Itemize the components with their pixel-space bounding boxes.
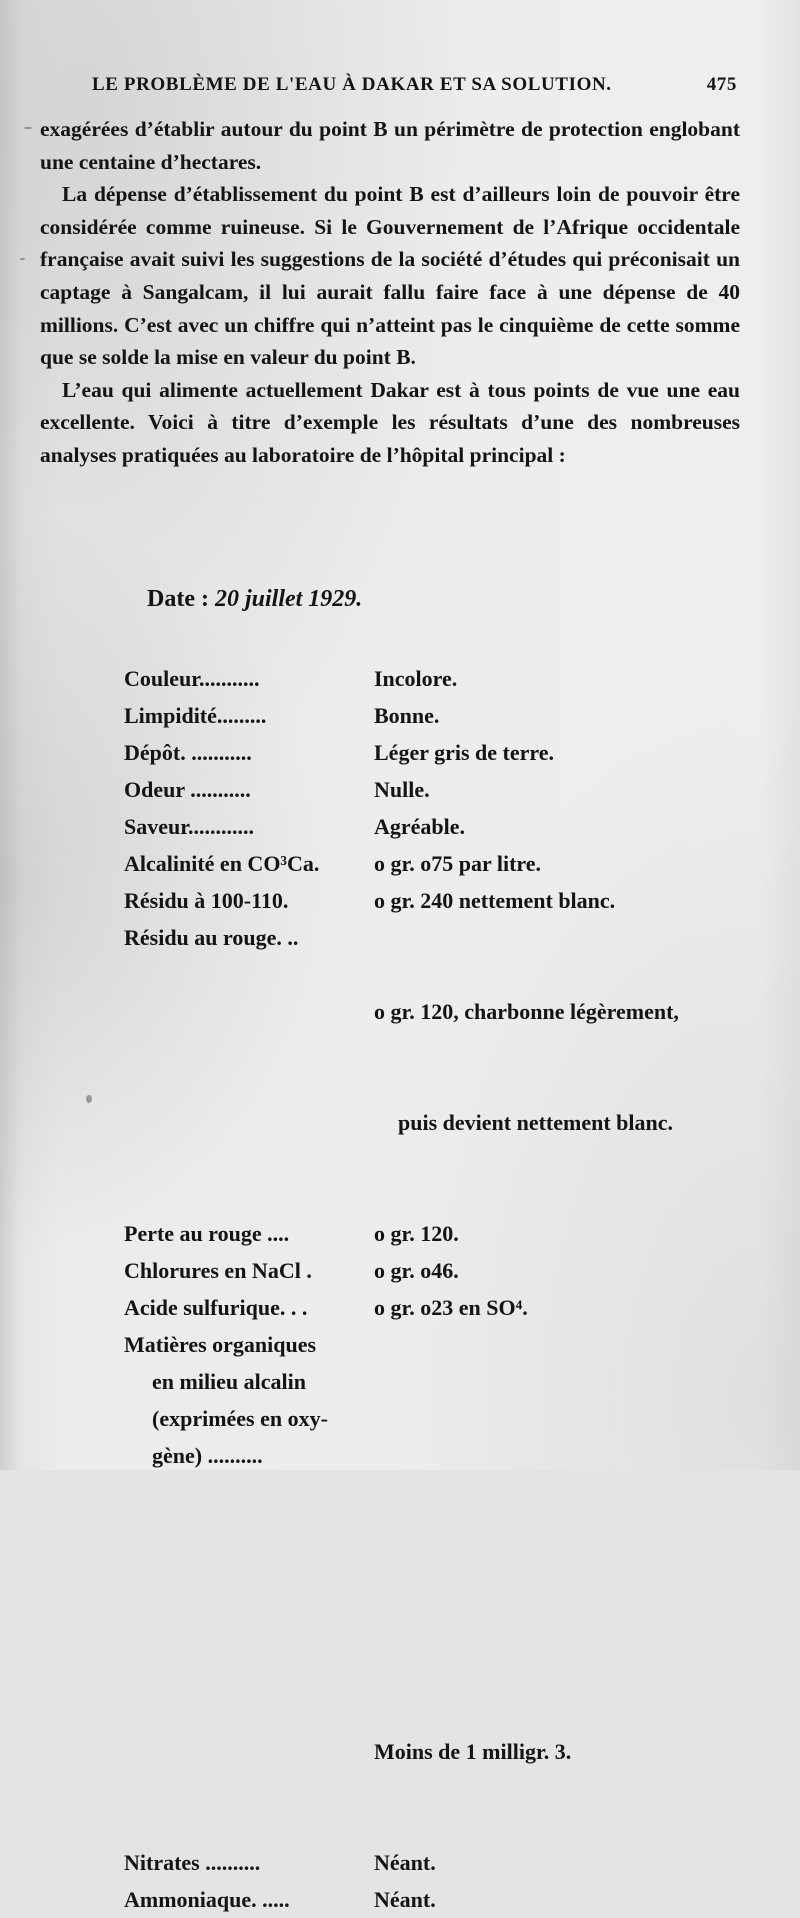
analysis-label: Chlorures en NaCl . xyxy=(124,1258,312,1283)
analysis-value xyxy=(374,1326,764,1844)
analysis-label: Résidu à 100-110. xyxy=(124,888,289,913)
analysis-label-line: gène) .......... xyxy=(152,1443,263,1468)
analysis-label xyxy=(124,1326,374,1474)
analysis-row-residu-rouge xyxy=(124,919,764,1215)
analysis-row-depot xyxy=(124,734,764,771)
ink-speck xyxy=(20,258,25,260)
analysis-value: Léger gris de terre. xyxy=(374,740,554,765)
analysis-value: Bonne. xyxy=(374,703,440,728)
paragraph-continuation: exagérées d’établir autour du point B un périmètre de protection englobant une centaine d’hectares. xyxy=(40,117,740,174)
analysis-row-perte-rouge xyxy=(124,1215,764,1252)
analysis-value-spacer xyxy=(374,1622,764,1659)
analysis-value-line: Moins de 1 milligr. 3. xyxy=(374,1739,572,1764)
analysis-row-residu-100 xyxy=(124,882,764,919)
analysis-value: o gr. 240 nettement blanc. xyxy=(374,888,616,913)
analysis-row-nitrates xyxy=(124,1844,764,1881)
analysis-value-line: o gr. 120, charbonne légèrement, xyxy=(374,999,679,1024)
analysis-label: Nitrates .......... xyxy=(124,1850,261,1875)
analysis-row-ammoniaque xyxy=(124,1881,764,1918)
analysis-value: o gr. o75 par litre. xyxy=(374,851,542,876)
analysis-value xyxy=(374,919,764,1215)
ink-speck xyxy=(24,127,32,129)
analysis-row-alcalinite xyxy=(124,845,764,882)
analysis-row-limpidite xyxy=(124,697,764,734)
analysis-value: o gr. 120. xyxy=(374,1221,459,1246)
analysis-row-saveur xyxy=(124,808,764,845)
analysis-date xyxy=(147,586,362,613)
analysis-value-continuation: puis devient nettement blanc. xyxy=(398,1110,673,1135)
date-label: Date : xyxy=(147,586,215,612)
body-text xyxy=(40,113,740,472)
analysis-table xyxy=(124,660,764,1918)
analysis-label: Dépôt. ........... xyxy=(124,740,252,765)
analysis-label-line: Matières organiques xyxy=(124,1332,317,1357)
analysis-value: Nulle. xyxy=(374,777,430,802)
running-title: LE PROBLÈME DE L'EAU À DAKAR ET SA SOLUTION. xyxy=(92,74,612,95)
date-value: 20 juillet 1929. xyxy=(214,586,363,612)
ink-speck xyxy=(86,1095,92,1103)
analysis-label: Couleur........... xyxy=(124,666,260,691)
analysis-value: o gr. o46. xyxy=(374,1258,459,1283)
paragraph-water-quality: L’eau qui alimente actuellement Dakar est à tous points de vue une eau excellente. Voici à titre d’exemple les résultats d’une des nombreuses analyses pratiquées au laboratoire de l’hôpital principal : xyxy=(40,377,740,467)
analysis-value-spacer xyxy=(374,1511,764,1548)
page-number: 475 xyxy=(706,74,737,95)
paragraph-expense: La dépense d’établissement du point B est d’ailleurs loin de pouvoir être considérée comme ruineuse. Si le Gouvernement de l’Afrique occidentale française avait suivi les suggestions de la société d’études qui préconisait un captage à Sangalcam, il lui aurait fallu faire face à une dépense de 40 millions. C’est avec un chiffre qui n’atteint pas le cinquième de cette somme que se solde la mise en valeur du point B. xyxy=(40,182,740,370)
analysis-label: Limpidité......... xyxy=(124,703,267,728)
analysis-label-line: (exprimées en oxy- xyxy=(152,1406,328,1431)
analysis-row-acide-sulfurique xyxy=(124,1289,764,1326)
analysis-value: Agréable. xyxy=(374,814,466,839)
analysis-row-matieres-organiques xyxy=(124,1326,764,1844)
analysis-label: Alcalinité en CO³Ca. xyxy=(124,851,320,876)
analysis-row-chlorures xyxy=(124,1252,764,1289)
analysis-value: Néant. xyxy=(374,1850,436,1875)
analysis-label: Résidu au rouge. .. xyxy=(124,925,299,950)
analysis-label-line: en milieu alcalin xyxy=(152,1369,306,1394)
analysis-row-odeur xyxy=(124,771,764,808)
analysis-value: Néant. xyxy=(374,1887,436,1912)
analysis-label: Saveur............ xyxy=(124,814,254,839)
analysis-value: o gr. o23 en SO⁴. xyxy=(374,1295,528,1320)
analysis-label: Perte au rouge .... xyxy=(124,1221,290,1246)
analysis-value: Incolore. xyxy=(374,666,458,691)
analysis-label: Ammoniaque. ..... xyxy=(124,1887,290,1912)
analysis-label: Acide sulfurique. . . xyxy=(124,1295,308,1320)
analysis-value-spacer xyxy=(374,1400,764,1437)
analysis-row-couleur xyxy=(124,660,764,697)
analysis-label: Odeur ........... xyxy=(124,777,251,802)
page-header xyxy=(92,74,737,102)
